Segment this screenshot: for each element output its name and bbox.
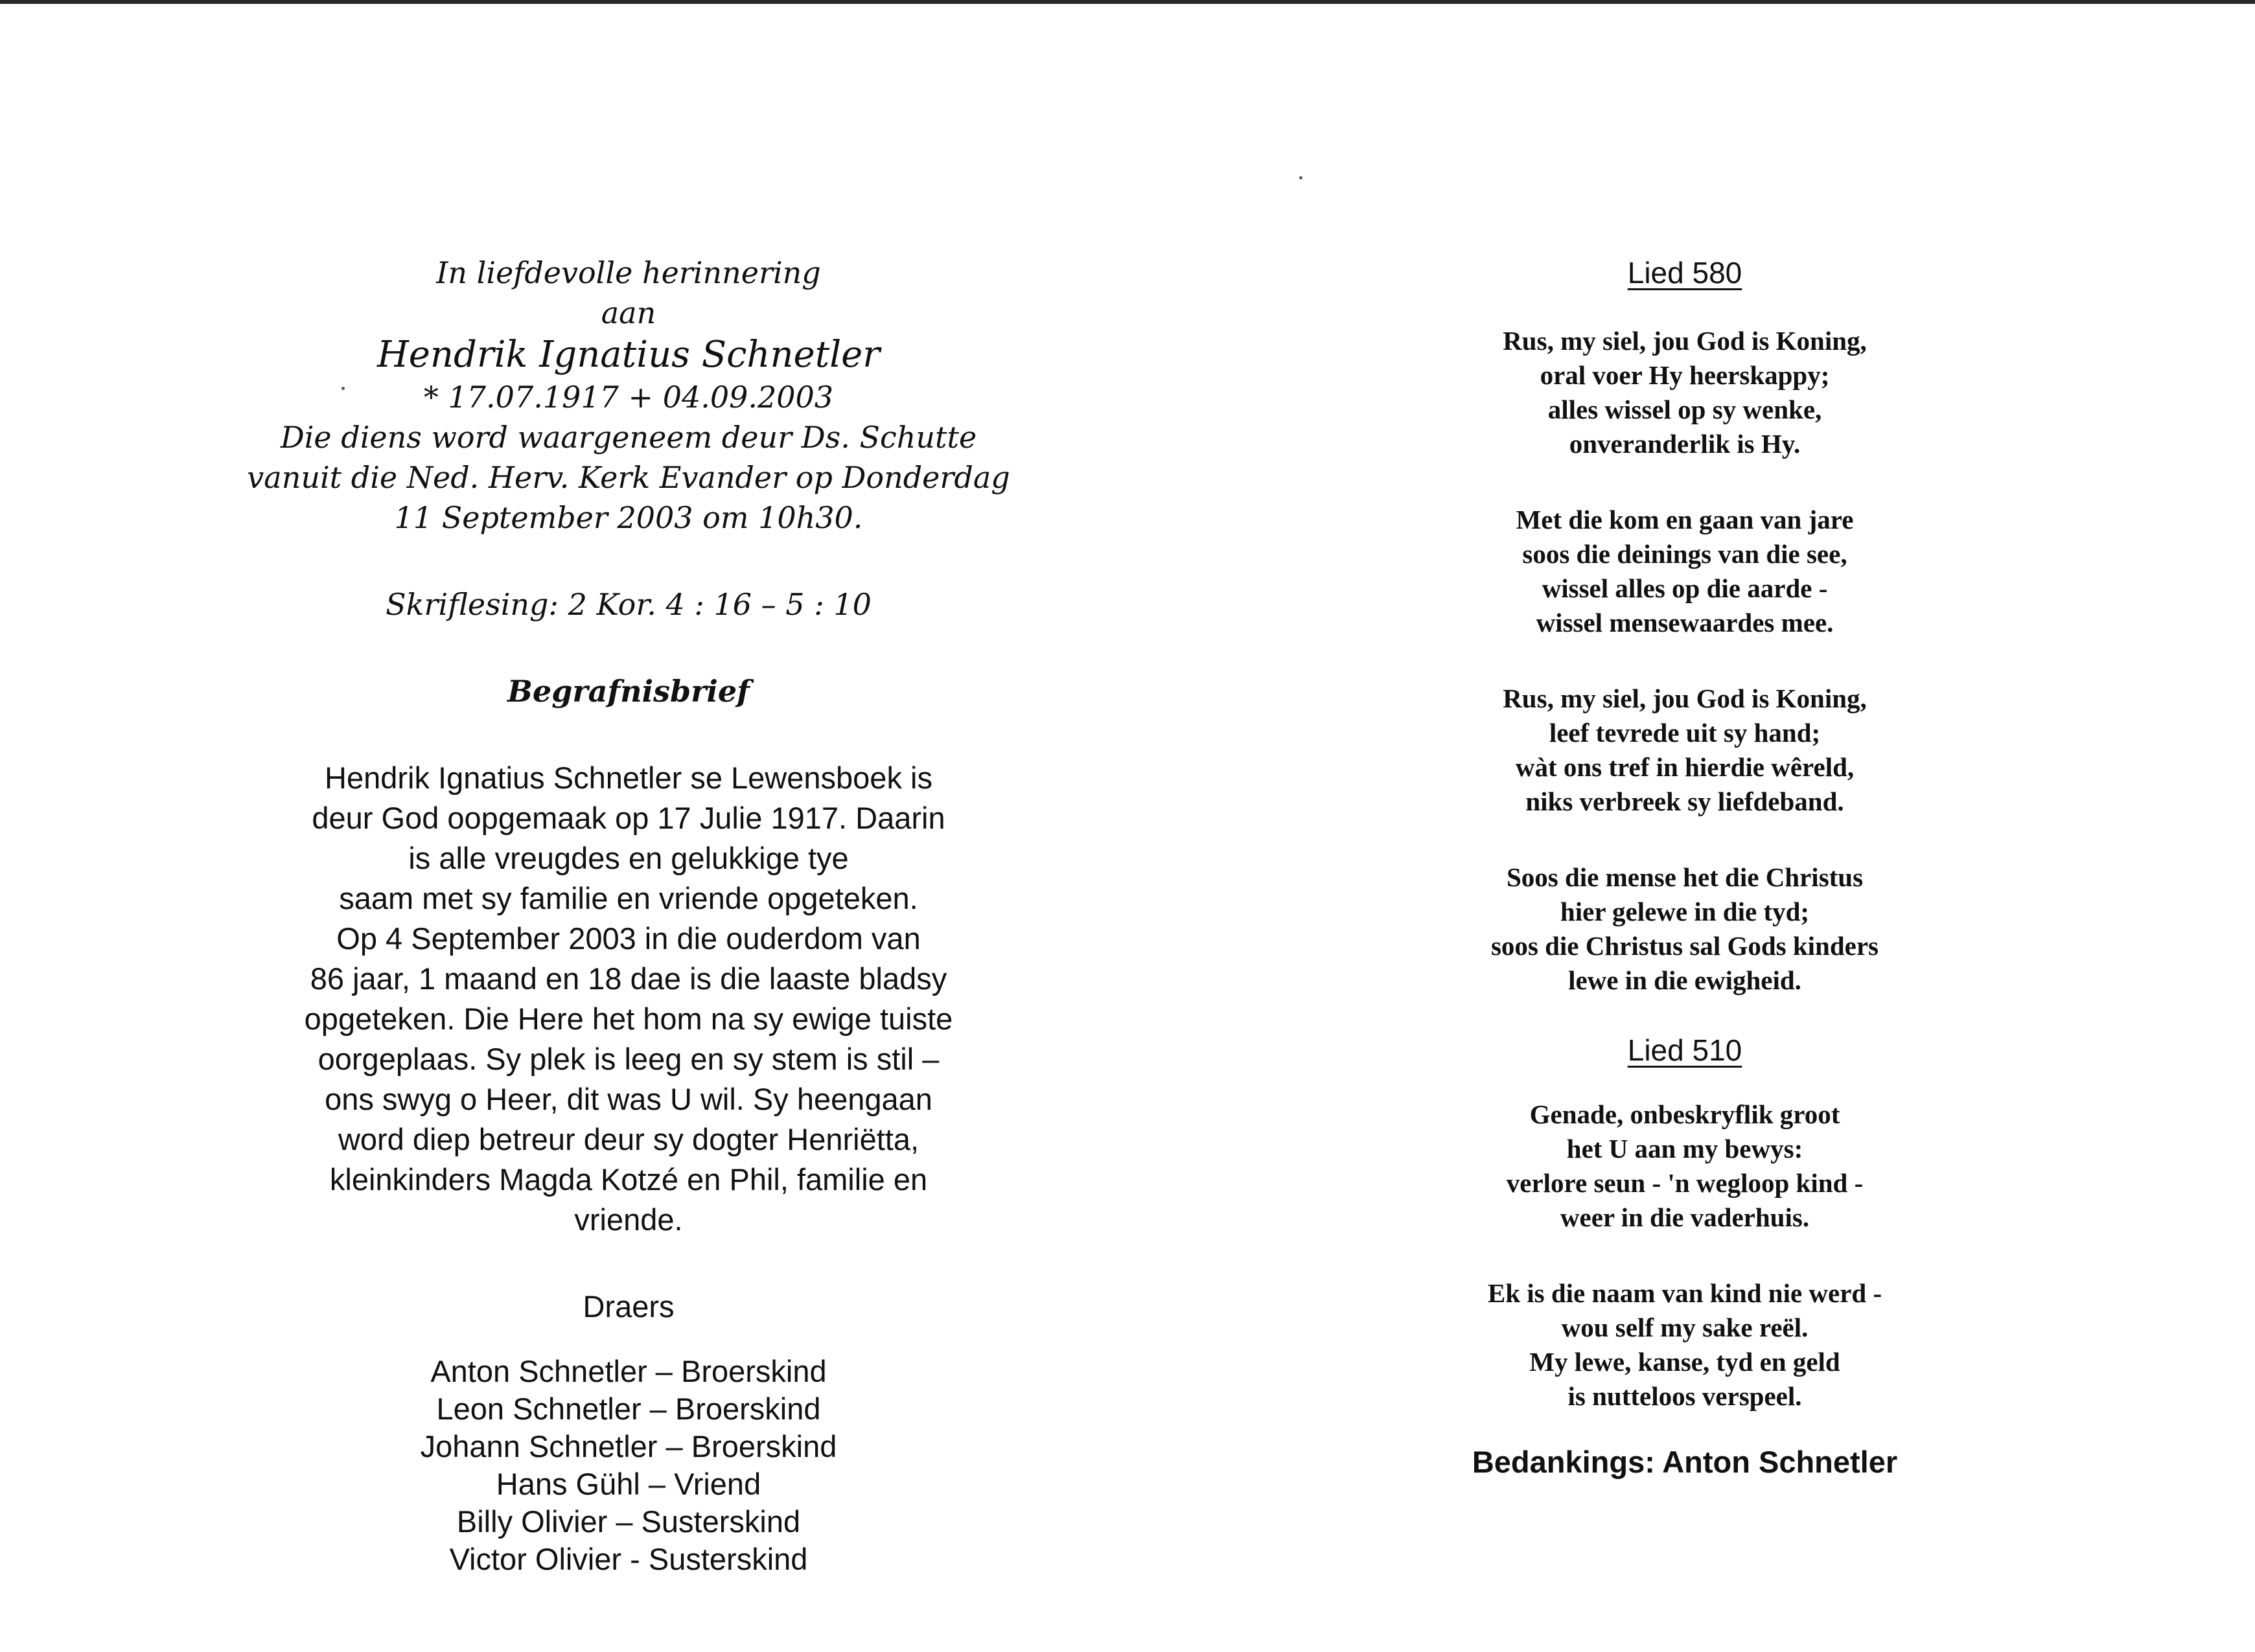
hymn-line: soos die deinings van die see, <box>1522 539 1847 569</box>
letter-line: word diep betreur deur sy dogter Henriëtta, <box>338 1122 919 1156</box>
letter-line: kleinkinders Magda Kotzé en Phil, familie en <box>329 1162 928 1197</box>
service-line: 11 September 2003 om 10h30. <box>394 500 863 535</box>
bearer-item: Hans Gühl – Vriend <box>496 1467 761 1501</box>
hymn-line: onveranderlik is Hy. <box>1569 429 1801 459</box>
bearer-item: Anton Schnetler – Broerskind <box>430 1354 827 1388</box>
service-line: Die diens word waargeneem deur Ds. Schutte <box>280 420 977 455</box>
hymn-line: Genade, onbeskryflik groot <box>1529 1099 1840 1129</box>
hymn-line: Rus, my siel, jou God is Koning, <box>1503 683 1867 713</box>
hymn-580-stanza <box>1426 324 1944 461</box>
hymn-line: My lewe, kanse, tyd en geld <box>1529 1347 1840 1377</box>
letter-line: Hendrik Ignatius Schnetler se Lewensboek is <box>325 761 932 795</box>
bearer-item: Victor Olivier - Susterskind <box>449 1542 808 1576</box>
hymn-line: verlore seun - 'n wegloop kind - <box>1506 1168 1864 1198</box>
deceased-name: Hendrik Ignatius Schnetler <box>376 334 881 376</box>
birth-death-dates: * 17.07.1917 + 04.09.2003 <box>423 380 834 415</box>
memorial-column <box>214 253 1043 1578</box>
hymn-580-stanza <box>1426 860 1944 998</box>
funeral-letter <box>214 758 1043 1240</box>
hymn-line: lewe in die ewigheid. <box>1568 965 1801 995</box>
thanks-line: Bedankings: Anton Schnetler <box>1472 1445 1898 1479</box>
hymn-line: wàt ons tref in hierdie wêreld, <box>1515 752 1855 782</box>
hymn-line: soos die Christus sal Gods kinders <box>1490 931 1879 961</box>
letter-line: vriende. <box>574 1202 683 1237</box>
letter-line: oorgeplaas. Sy plek is leeg en sy stem is stil – <box>318 1042 940 1076</box>
bearer-item: Billy Olivier – Susterskind <box>456 1504 801 1539</box>
hymn-line: Ek is die naam van kind nie werd - <box>1487 1278 1882 1308</box>
hymn-line: weer in die vaderhuis. <box>1560 1202 1810 1232</box>
letter-line: ons swyg o Heer, dit was U wil. Sy heengaan <box>325 1082 932 1116</box>
letter-line: saam met sy familie en vriende opgeteken. <box>339 881 918 915</box>
letter-line: opgeteken. Die Here het hom na sy ewige tuiste <box>304 1002 953 1036</box>
hymn-line: Soos die mense het die Christus <box>1506 862 1864 892</box>
hymn-510-stanza <box>1426 1276 1944 1414</box>
memorial-intro: In liefdevolle herinnering <box>436 255 821 290</box>
hymn-line: alles wissel op sy wenke, <box>1547 395 1822 424</box>
hymn-line: hier gelewe in die tyd; <box>1560 897 1810 926</box>
scan-top-edge <box>0 0 2255 4</box>
service-line: vanuit die Ned. Herv. Kerk Evander op Donderdag <box>247 460 1010 495</box>
hymn-line: Rus, my siel, jou God is Koning, <box>1503 326 1867 356</box>
hymn-580-stanza <box>1426 682 1944 819</box>
hymn-line: het U aan my bewys: <box>1566 1134 1803 1164</box>
letter-line: 86 jaar, 1 maand en 18 dae is die laaste bladsy <box>310 961 947 996</box>
hymn-title-580: Lied 580 <box>1627 256 1742 290</box>
letter-line: Op 4 September 2003 in die ouderdom van <box>336 921 921 956</box>
hymn-line: wou self my sake reël. <box>1561 1313 1809 1342</box>
letter-title: Begrafnisbrief <box>507 674 750 709</box>
bearer-item: Leon Schnetler – Broerskind <box>436 1392 821 1426</box>
hymn-line: Met die kom en gaan van jare <box>1516 505 1854 534</box>
hymn-line: wissel mensewaardes mee. <box>1536 608 1834 637</box>
letter-line: deur God oopgemaak op 17 Julie 1917. Daarin <box>312 801 945 835</box>
memorial-to: aan <box>601 295 656 330</box>
hymns-column <box>1426 253 1944 1482</box>
bearer-item: Johann Schnetler – Broerskind <box>420 1429 837 1463</box>
bearers-title: Draers <box>583 1289 675 1324</box>
hymn-580-stanza <box>1426 503 1944 640</box>
hymn-510-stanza <box>1426 1097 1944 1235</box>
hymn-line: is nutteloos verspeel. <box>1567 1381 1802 1411</box>
hymn-title-510: Lied 510 <box>1627 1033 1742 1067</box>
scan-speck <box>1299 176 1302 179</box>
hymn-line: niks verbreek sy liefdeband. <box>1525 786 1844 816</box>
hymn-line: oral voer Hy heerskappy; <box>1540 360 1830 390</box>
hymn-line: leef tevrede uit sy hand; <box>1549 718 1821 748</box>
hymn-line: wissel alles op die aarde - <box>1542 573 1828 603</box>
scripture-reading: Skriflesing: 2 Kor. 4 : 16 – 5 : 10 <box>386 587 872 622</box>
bearers-list <box>214 1353 1043 1578</box>
letter-line: is alle vreugdes en gelukkige tye <box>408 841 849 875</box>
